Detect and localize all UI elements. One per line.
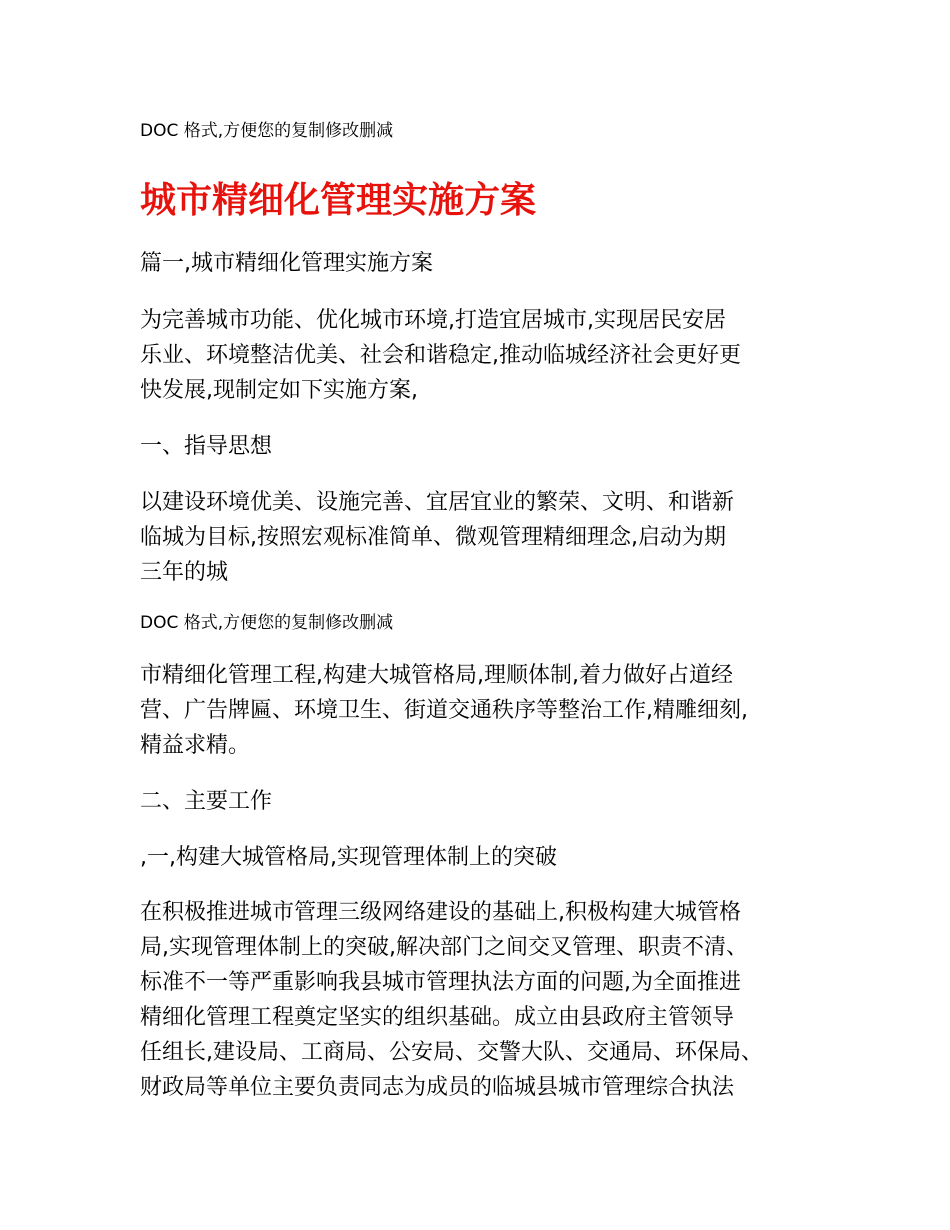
sub1-line-6: 财政局等单位主要负责同志为成员的临城县城市管理综合执法 bbox=[140, 1075, 735, 1100]
section1-cont-line-3: 精益求精。 bbox=[140, 733, 251, 758]
sub1-line-4: 精细化管理工程奠定坚实的组织基础。成立由县政府主管领导 bbox=[140, 1005, 735, 1030]
sub1-line-3: 标准不一等严重影响我县城市管理执法方面的问题,为全面推进 bbox=[140, 970, 741, 995]
doc-format-note-middle: DOC 格式,方便您的复制修改删减 bbox=[140, 613, 394, 633]
subtitle: 篇一,城市精细化管理实施方案 bbox=[140, 251, 433, 276]
intro-line-1: 为完善城市功能、优化城市环境,打造宜居城市,实现居民安居 bbox=[140, 308, 726, 333]
sub1-line-5: 任组长,建设局、工商局、公安局、交警大队、交通局、环保局、 bbox=[140, 1040, 763, 1065]
sub1-line-1: 在积极推进城市管理三级网络建设的基础上,积极构建大城管格 bbox=[140, 900, 741, 925]
doc-format-note-top: DOC 格式,方便您的复制修改删减 bbox=[140, 121, 394, 141]
intro-line-2: 乐业、环境整洁优美、社会和谐稳定,推动临城经济社会更好更 bbox=[140, 343, 741, 368]
sub1-line-2: 局,实现管理体制上的突破,解决部门之间交叉管理、职责不清、 bbox=[140, 935, 748, 960]
page-title: 城市精细化管理实施方案 bbox=[140, 180, 537, 221]
section1-line-2: 临城为目标,按照宏观标准简单、微观管理精细理念,启动为期 bbox=[140, 525, 726, 550]
section1-line-1: 以建设环境优美、设施完善、宜居宜业的繁荣、文明、和谐新 bbox=[140, 490, 735, 515]
section-heading-main-work: 二、主要工作 bbox=[140, 789, 273, 814]
section1-cont-line-2: 营、广告牌匾、环境卫生、街道交通秩序等整治工作,精雕细刻, bbox=[140, 698, 748, 723]
section-heading-guiding-ideology: 一、指导思想 bbox=[140, 434, 273, 459]
intro-line-3: 快发展,现制定如下实施方案, bbox=[140, 378, 418, 403]
section1-cont-line-1: 市精细化管理工程,构建大城管格局,理顺体制,着力做好占道经 bbox=[140, 663, 733, 688]
subsection-heading-1: ,一,构建大城管格局,实现管理体制上的突破 bbox=[140, 845, 557, 870]
section1-line-3: 三年的城 bbox=[140, 560, 229, 585]
